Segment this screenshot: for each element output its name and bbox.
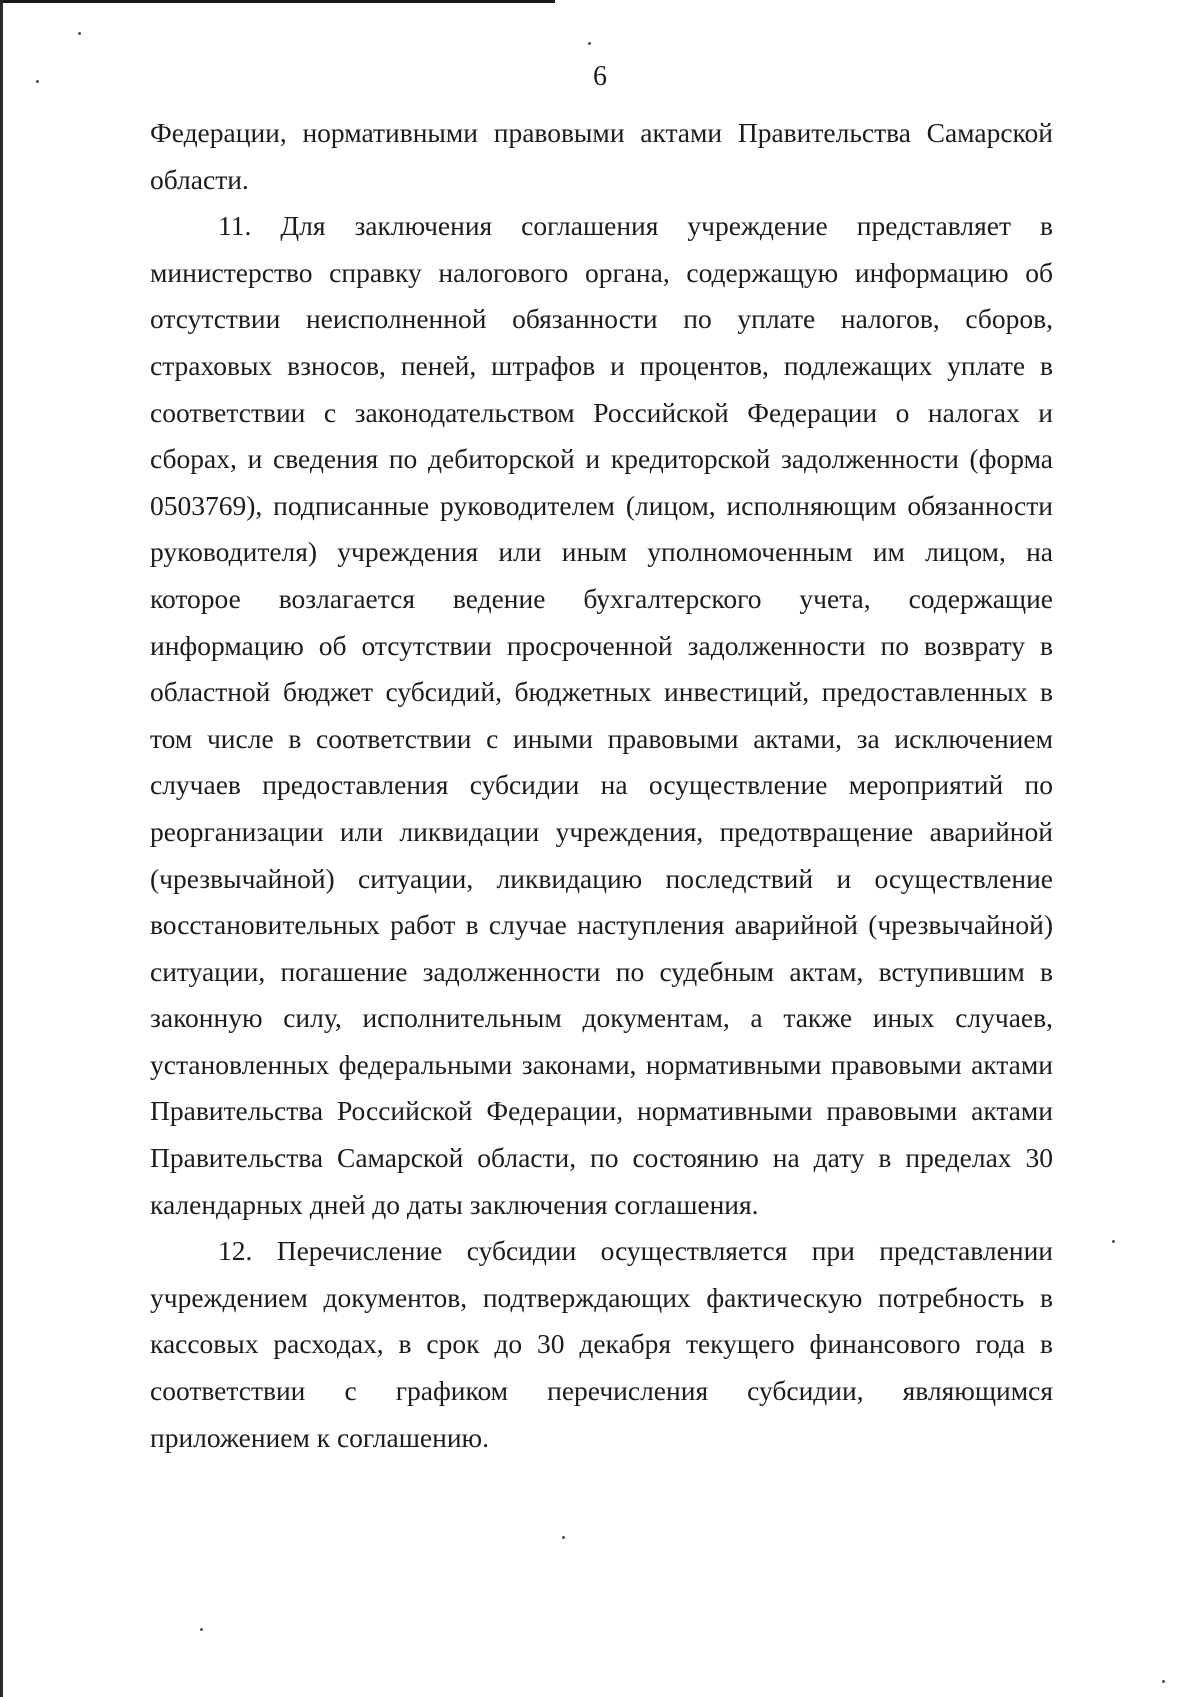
paragraph-12: 12. Перечисление субсидии осуществляется при представлении учреждением документов, подтверждающих фактическую потребность в кассовых расходах, в срок до 30 декабря текущего финансового года в соответствии с графиком перечисления субсидии, являющимся приложением к соглашению.: [150, 1235, 1053, 1453]
document-body: [150, 110, 1053, 1461]
scan-top-edge: [0, 0, 555, 3]
scan-left-edge: [0, 0, 3, 1697]
scan-speck: [588, 42, 591, 45]
scan-speck: [1112, 1240, 1115, 1243]
paragraph-11: 11. Для заключения соглашения учреждение представляет в министерство справку налогового органа, содержащую информацию об отсутствии неисполненной обязанности по уплате налогов, сборов, страховых взносов, пеней, штрафов и процентов, подлежащих уплате в соответствии с законодательством Российской Федерации о налогах и сборах, и сведения по дебиторской и кредиторской задолженности (форма 0503769), подписанные руководителем (лицом, исполняющим обязанности руководителя) учреждения или иным уполномоченным им лицом, на которое возлагается ведение бухгалтерского учета, содержащие информацию об отсутствии просроченной задолженности по возврату в областной бюджет субсидий, бюджетных инвестиций, предоставленных в том числе в соответствии с иными правовыми актами, за исключением случаев предоставления субсидии на осуществление мероприятий по реорганизации или ликвидации учреждения, предотвращение аварийной (чрезвычайной) ситуации, ликвидацию последствий и осуществление восстановительных работ в случае наступления аварийной (чрезвычайной) ситуации, погашение задолженности по судебным актам, вступившим в законную силу, исполнительным документам, а также иных случаев, установленных федеральными законами, нормативными правовыми актами Правительства Российской Федерации, нормативными правовыми актами Правительства Самарской области, по состоянию на дату в пределах 30 календарных дней до даты заключения соглашения.: [150, 210, 1053, 1220]
page-number: 6: [593, 61, 607, 92]
paragraph-continuation: Федерации, нормативными правовыми актами Правительства Самарской области.: [150, 117, 1053, 195]
scan-speck: [200, 1628, 203, 1631]
scan-speck: [78, 32, 81, 35]
scan-speck: [562, 1536, 565, 1539]
scan-speck: [1162, 1680, 1165, 1683]
